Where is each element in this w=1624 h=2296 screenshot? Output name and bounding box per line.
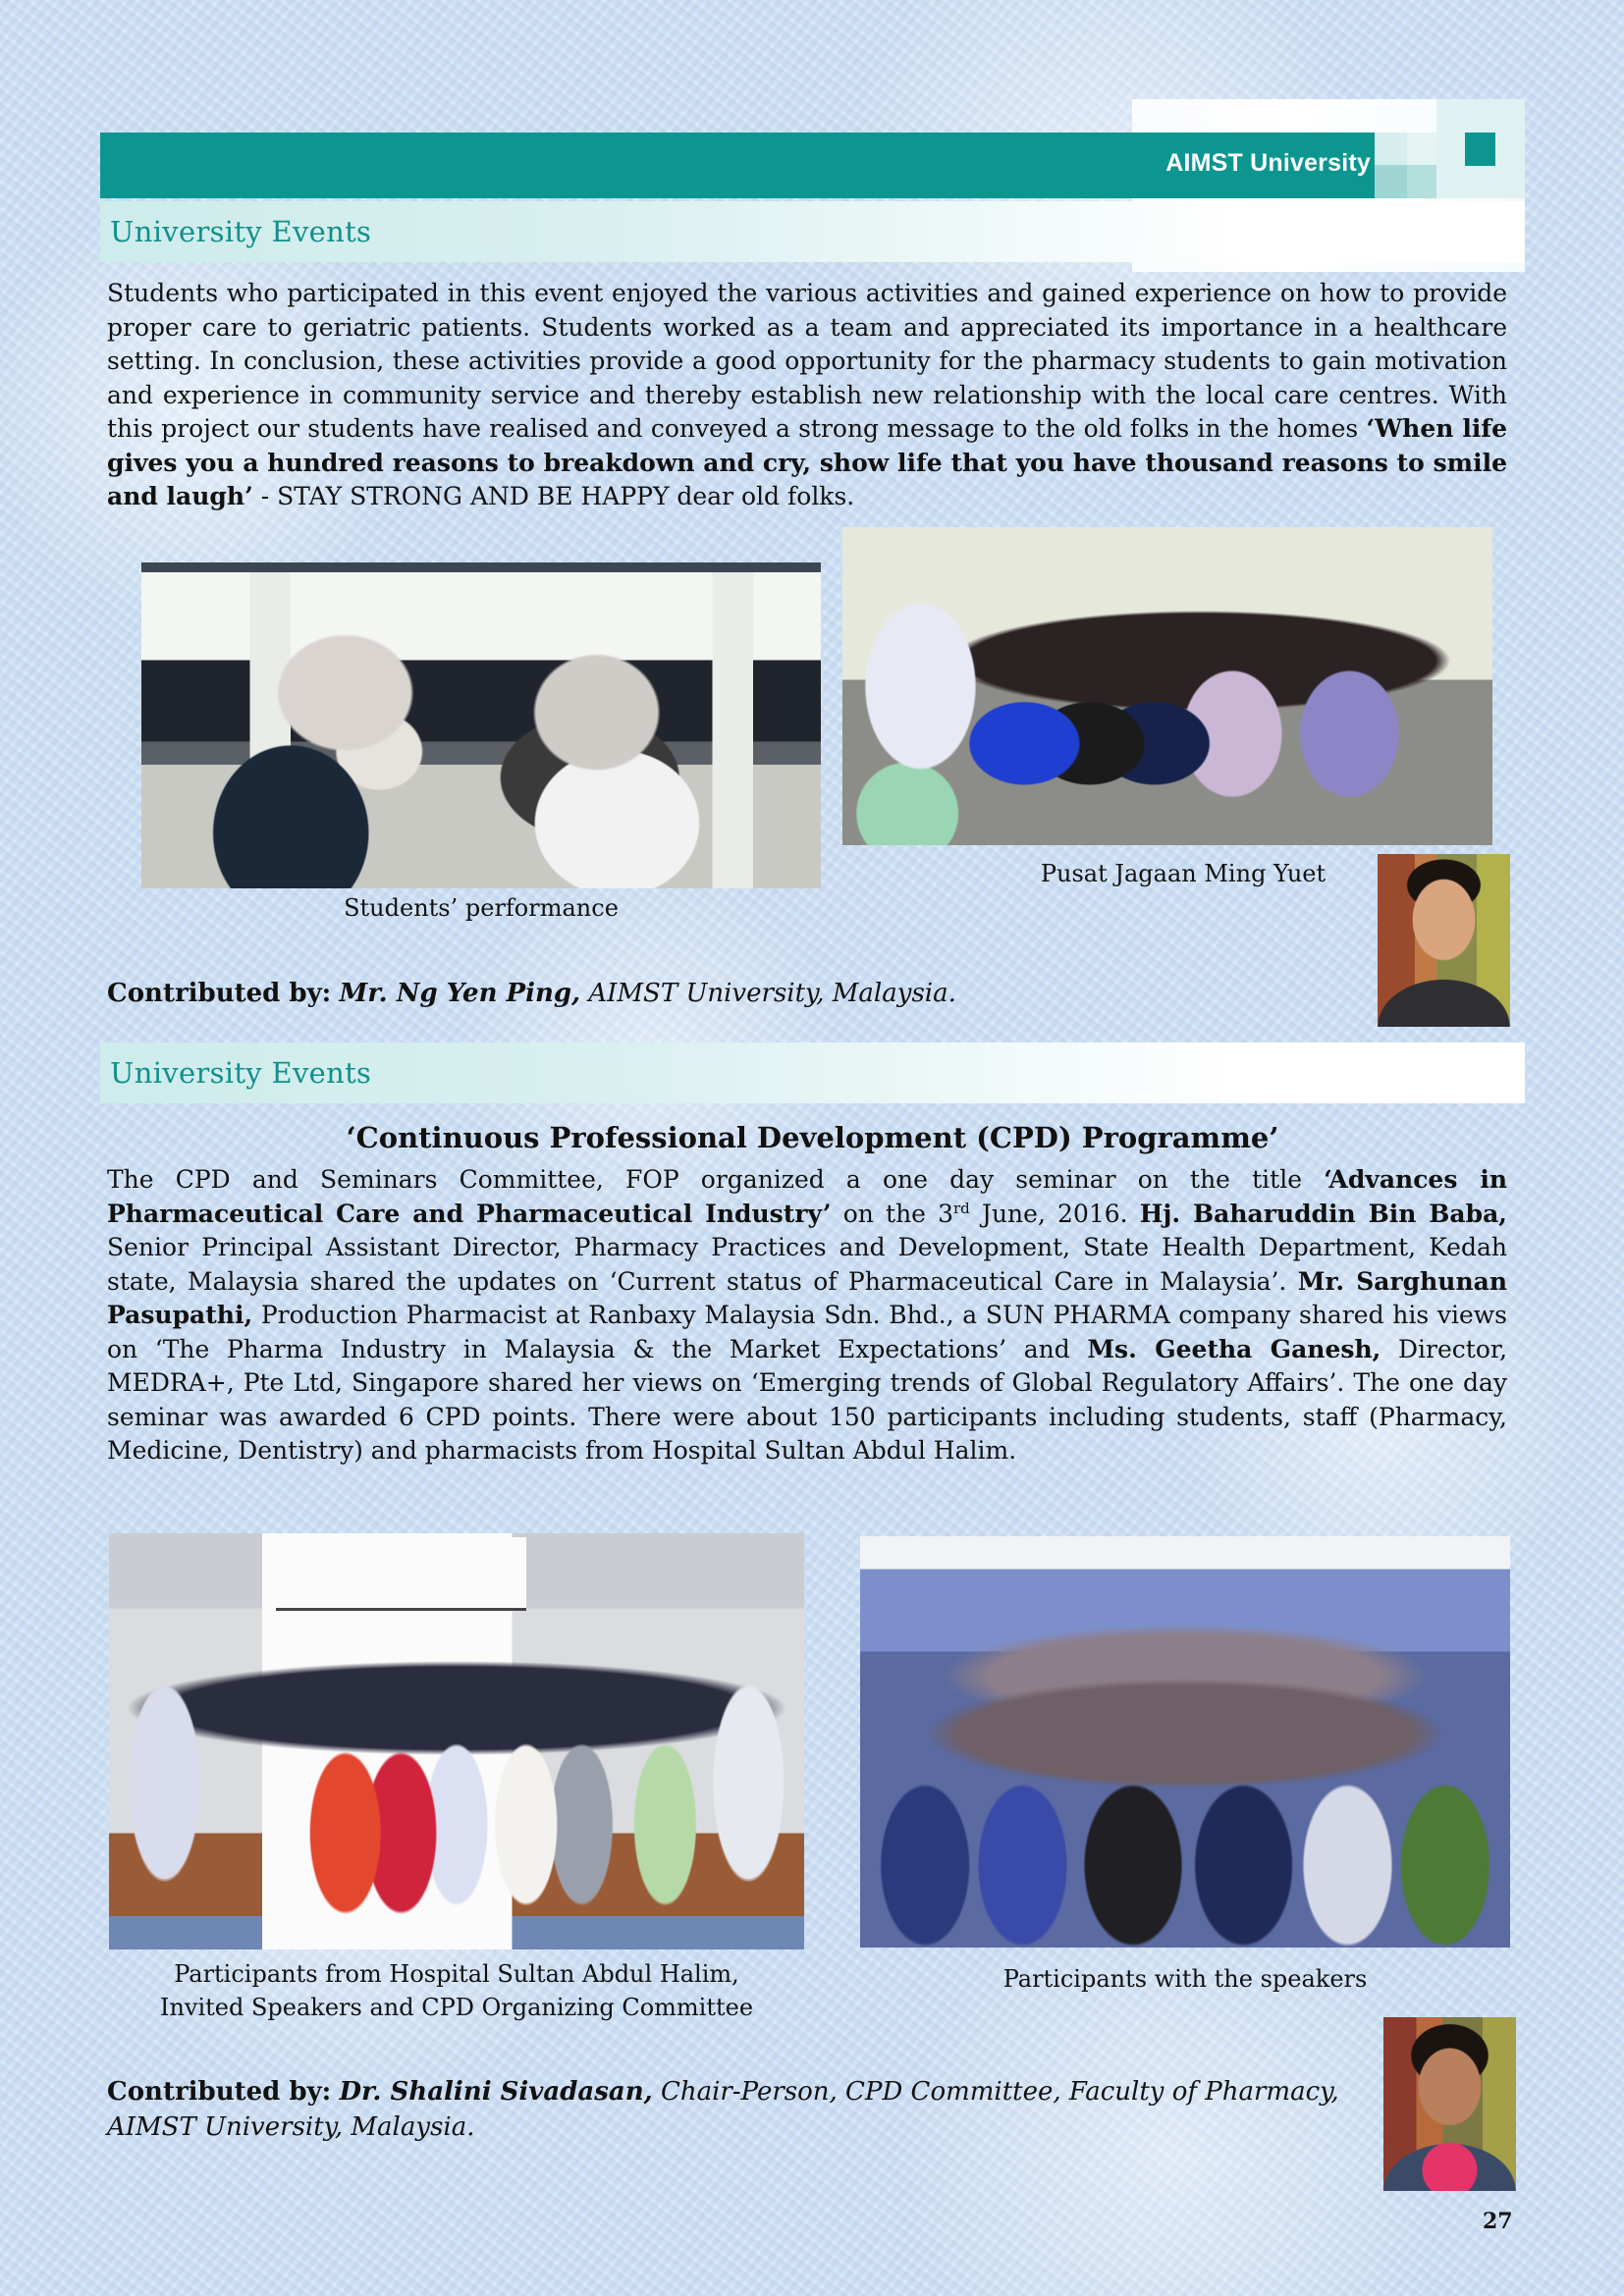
- photo-caption: Students’ performance: [344, 894, 619, 922]
- header-decor-square: [1407, 165, 1436, 198]
- ordinal-suffix: rd: [953, 1199, 970, 1217]
- contributor-portrait: [1383, 2017, 1516, 2191]
- contributor-portrait: [1378, 854, 1510, 1027]
- cpd-paragraph: [107, 1163, 1507, 1468]
- paragraph-quote: ‘When life gives you a hundred reasons to breakdown and cry, show life that you have thousand reasons to smile and laugh’: [107, 414, 1507, 510]
- paragraph-text: on the 3: [831, 1199, 954, 1228]
- header-decor-square: [1465, 133, 1495, 166]
- section-heading-text: University Events: [110, 1056, 372, 1090]
- speaker-name: Mr. Sarghunan Pasupathi,: [107, 1266, 1508, 1329]
- paragraph-text: Students who participated in this event enjoyed the various activities and gained experience on how to provide proper care to geriatric patients. Students worked as a team and appreciated its importance in a healthcare setting. In conclusion, these activities provide a good opportunity for the pharmacy students to gain motivation and experience in community service and thereby establish new relationship with the local care centres. With this project our students have realised and conveyed a strong message to the old folks in the homes: [107, 279, 1507, 443]
- caption-line: Invited Speakers and CPD Organizing Committee: [159, 1994, 754, 2021]
- university-name: AIMST University: [1165, 149, 1371, 177]
- contributor-label: Contributed by:: [107, 2077, 332, 2107]
- caption-line: Participants from Hospital Sultan Abdul Halim,: [174, 1960, 739, 1988]
- contributor-line: [107, 976, 956, 1011]
- seminar-title: ‘Advances in Pharmaceutical Care and Pharmaceutical Industry’: [107, 1165, 1508, 1228]
- paragraph-text: Director, MEDRA+, Pte Ltd, Singapore shared her views on ‘Emerging trends of Global Regulatory Affairs’. The one day seminar was awarded 6 CPD points. There were about 150 participants including students, staff (Pharmacy, Medicine, Dentistry) and pharmacists from Hospital Sultan Abdul Halim.: [107, 1334, 1508, 1465]
- photo-pusat-jagaan-ming-yuet: [842, 527, 1492, 845]
- paragraph-text: The CPD and Seminars Committee, FOP organized a one day seminar on the title: [107, 1165, 1325, 1194]
- paragraph-text: - STAY STRONG AND BE HAPPY dear old folks.: [252, 482, 855, 510]
- contributor-line: [107, 2074, 1383, 2145]
- header-decor-square: [1375, 165, 1407, 198]
- page-number: 27: [1483, 2209, 1513, 2234]
- contributor-label: Contributed by:: [107, 979, 332, 1008]
- header-decor-square: [1407, 133, 1436, 165]
- contributor-affiliation: Chair-Person, CPD Committee, Faculty of Pharmacy, AIMST University, Malaysia.: [107, 2077, 1339, 2142]
- paragraph-text: June, 2016.: [969, 1199, 1140, 1228]
- contributor-name: Mr. Ng Yen Ping,: [339, 979, 581, 1008]
- paragraph-text: Production Pharmacist at Ranbaxy Malaysia Sdn. Bhd., a SUN PHARMA company shared his views on ‘The Pharma Industry in Malaysia & the Market Expectations’ and: [107, 1301, 1507, 1363]
- header-decor-square: [1375, 133, 1407, 165]
- speaker-name: Ms. Geetha Ganesh,: [1087, 1334, 1381, 1363]
- photo-caption: Pusat Jagaan Ming Yuet: [1040, 860, 1326, 887]
- contributor-name: Dr. Shalini Sivadasan,: [339, 2077, 653, 2107]
- photo-participants-speakers: [860, 1536, 1510, 1948]
- photo-caption: Participants with the speakers: [1002, 1965, 1368, 1993]
- paragraph-text: Senior Principal Assistant Director, Pharmacy Practices and Development, State Health Department, Kedah state, Malaysia shared the updates on ‘Current status of Pharmaceutical Care in Malaysia’.: [107, 1233, 1507, 1296]
- section-heading-text: University Events: [110, 215, 372, 248]
- section-heading: [100, 201, 1525, 262]
- section-heading: [100, 1042, 1525, 1103]
- event-paragraph: [107, 277, 1507, 514]
- photo-students-performance: [141, 562, 821, 888]
- article-title: ‘Continuous Professional Development (CPD) Programme’: [346, 1121, 1279, 1154]
- photo-caption: [98, 1957, 815, 2024]
- photo-cpd-organizers: [109, 1533, 804, 1949]
- contributor-affiliation: AIMST University, Malaysia.: [588, 979, 956, 1008]
- speaker-name: Hj. Baharuddin Bin Baba,: [1139, 1199, 1507, 1228]
